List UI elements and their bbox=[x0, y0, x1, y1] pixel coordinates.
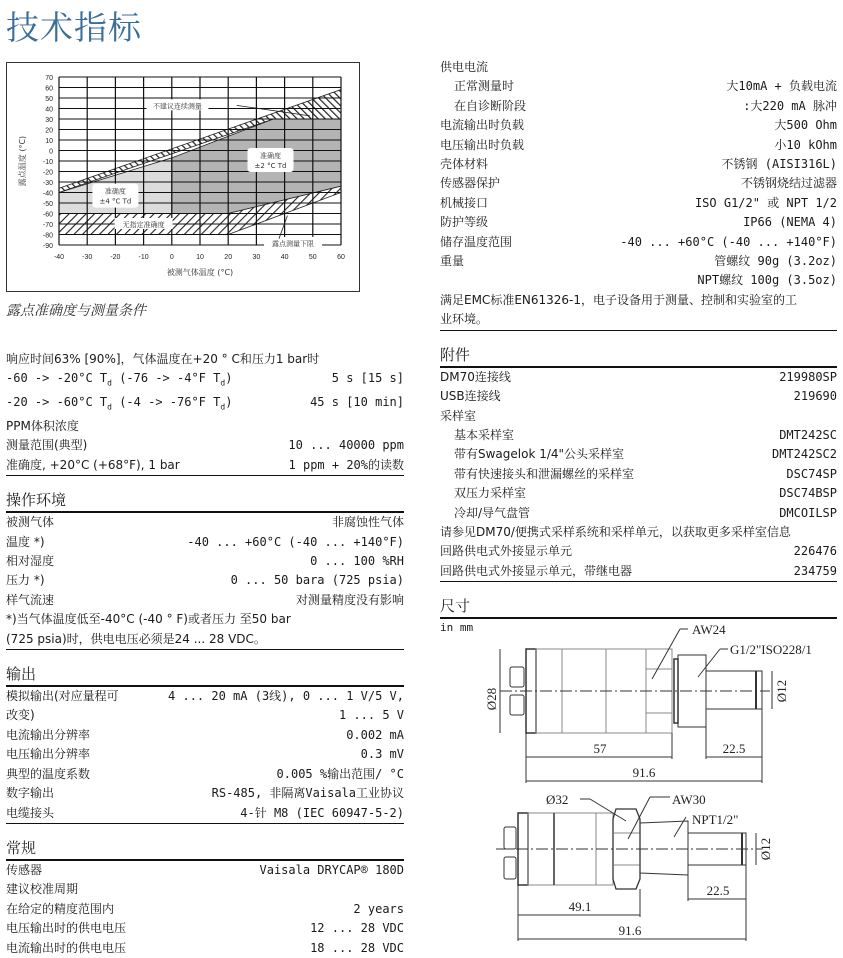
chart-x-tick-label: 60 bbox=[337, 254, 345, 261]
label-91-6-a: 91.6 bbox=[632, 765, 656, 781]
operating-row bbox=[6, 533, 404, 552]
power-row bbox=[440, 252, 837, 271]
chart-x-tick-label: -10 bbox=[138, 254, 149, 261]
left-column bbox=[6, 58, 404, 958]
chart-y-tick-label: 0 bbox=[49, 148, 53, 156]
accessory-row bbox=[440, 562, 837, 581]
label-49-1: 49.1 bbox=[568, 899, 592, 915]
operating-value: 0 ... 50 bara (725 psia) bbox=[230, 573, 404, 588]
label-dia-12-b: Ø12 bbox=[758, 837, 773, 861]
units-label: in mm bbox=[440, 621, 474, 635]
chart-x-tick-label: 10 bbox=[196, 254, 204, 261]
general-value: 2 years bbox=[353, 901, 404, 916]
operating-row bbox=[6, 513, 404, 532]
accessory-label: 带有Swagelok 1/4"公头采样室 bbox=[454, 447, 625, 462]
chart-y-tick-label: -60 bbox=[42, 211, 53, 219]
operating-note-1: *)当气体温度低至-40°C (-40 ° F)或者压力 至50 bar bbox=[6, 612, 291, 627]
accessory-label: 基本采样室 bbox=[454, 427, 515, 442]
power-row bbox=[440, 233, 837, 252]
operating-section-title: 操作环境 bbox=[6, 490, 404, 513]
general-label: 电压输出时的供电电压 bbox=[6, 921, 127, 936]
power-value: -40 ... +60°C (-40 ... +140°F) bbox=[620, 234, 837, 249]
power-value: 管螺纹 90g (3.2oz) bbox=[714, 254, 837, 269]
output-value: RS-485, 非隔离Vaisala工业协议 bbox=[211, 786, 404, 801]
label-g-thread: G1/2"ISO228/1 bbox=[730, 642, 812, 658]
general-label: 在给定的精度范围内 bbox=[6, 901, 115, 916]
output-label: 电压输出分辨率 bbox=[6, 747, 91, 762]
label-npt-thread: NPT1/2" bbox=[692, 812, 739, 828]
accessory-label: 请参见DM70/便携式采样系统和采样单元，以获取更多采样室信息 bbox=[440, 524, 791, 539]
operating-label: 被测气体 bbox=[6, 515, 55, 530]
power-value: 不锈钢 (AISI316L) bbox=[721, 157, 837, 172]
chart-x-tick-label: 40 bbox=[280, 254, 289, 261]
operating-value: 0 ... 100 %RH bbox=[310, 554, 404, 569]
general-label: 建议校准周期 bbox=[6, 882, 79, 897]
output-row bbox=[6, 706, 404, 725]
operating-row bbox=[6, 591, 404, 610]
accessory-label: 采样室 bbox=[440, 408, 477, 423]
npt-thread bbox=[640, 821, 688, 875]
dimension-drawings-svg bbox=[430, 619, 843, 949]
label-aw30: AW30 bbox=[672, 792, 706, 808]
label-57: 57 bbox=[593, 741, 607, 757]
accuracy-4-label: ±4 °C Td bbox=[99, 197, 132, 206]
general-label: 传感器 bbox=[6, 862, 43, 877]
chart-x-axis-label: 被测气体温度 (°C) bbox=[166, 268, 234, 277]
label-22-5-b: 22.5 bbox=[706, 883, 730, 899]
ppm-title: PPM体积浓度 bbox=[6, 419, 79, 433]
general-value: 12 ... 28 VDC bbox=[310, 921, 404, 936]
general-row bbox=[6, 900, 404, 919]
power-label: 传感器保护 bbox=[440, 176, 501, 191]
label-91-6-b: 91.6 bbox=[618, 923, 642, 939]
chart-x-tick-label: -40 bbox=[53, 254, 65, 261]
output-label: 电流输出分辨率 bbox=[6, 727, 91, 742]
chart-x-tick-label: 0 bbox=[169, 254, 174, 261]
power-row bbox=[440, 136, 837, 155]
accessory-value: 219980SP bbox=[779, 369, 837, 384]
ppm-row bbox=[6, 456, 404, 475]
output-label: 数字输出 bbox=[6, 786, 55, 801]
chart-x-tick-label: 30 bbox=[252, 254, 261, 261]
power-value: 不锈钢烧结过滤器 bbox=[740, 176, 837, 191]
power-value: 大10mA + 负载电流 bbox=[726, 79, 837, 94]
accessory-row bbox=[440, 523, 837, 542]
accessory-row bbox=[440, 542, 837, 561]
accessory-value: 234759 bbox=[793, 563, 837, 578]
accessory-row bbox=[440, 387, 837, 406]
accessory-label: 冷却/导气盘管 bbox=[454, 505, 531, 520]
connector-1 bbox=[510, 667, 524, 687]
label-dia-28: Ø28 bbox=[484, 687, 499, 711]
general-section-title: 常规 bbox=[6, 838, 404, 861]
output-row bbox=[6, 765, 404, 784]
general-value: Vaisala DRYCAP® 180D bbox=[259, 862, 404, 877]
chart-y-tick-label: -40 bbox=[42, 190, 53, 198]
chart-x-tick-label: 50 bbox=[308, 254, 317, 261]
power-label: 防护等级 bbox=[440, 215, 489, 230]
power-label: 壳体材料 bbox=[440, 157, 489, 172]
power-label: 机械接口 bbox=[440, 195, 489, 210]
power-label: 电流输出时负载 bbox=[440, 118, 525, 133]
power-value: ISO G1/2" 或 NPT 1/2 bbox=[694, 195, 837, 210]
power-value: 小10 kOhm bbox=[774, 137, 837, 152]
ppm-label: 测量范围(典型) bbox=[6, 438, 88, 453]
output-value: 0.3 mV bbox=[360, 747, 404, 762]
accessory-label: 回路供电式外接显示单元 bbox=[440, 544, 573, 559]
accessory-label: DM70连接线 bbox=[440, 369, 511, 384]
chart-svg bbox=[7, 63, 359, 291]
accessory-row bbox=[440, 407, 837, 426]
chart-y-tick-label: 40 bbox=[45, 106, 53, 114]
label-dia-32: Ø32 bbox=[546, 792, 569, 808]
chart-y-tick-label: 30 bbox=[45, 117, 53, 124]
power-value: 大500 Ohm bbox=[774, 118, 837, 133]
chart-x-tick-label: -20 bbox=[110, 254, 121, 261]
ppm-row bbox=[6, 436, 404, 455]
general-row bbox=[6, 861, 404, 880]
right-column bbox=[440, 58, 837, 949]
response-time-value: 5 s [15 s] bbox=[331, 371, 404, 386]
chart-y-tick-label: 50 bbox=[45, 96, 53, 103]
operating-label: 压力 *) bbox=[6, 573, 45, 588]
ppm-value: 10 ... 40000 ppm bbox=[288, 438, 404, 453]
power-label: 在自诊断阶段 bbox=[454, 98, 527, 113]
accessory-row bbox=[440, 426, 837, 445]
output-label: 电缆接头 bbox=[6, 805, 55, 820]
accessory-value: DSC74SP bbox=[786, 466, 837, 481]
label-22-5-a: 22.5 bbox=[722, 741, 746, 757]
output-value: 0.005 %输出范围/ °C bbox=[276, 766, 404, 781]
response-time-row bbox=[6, 369, 404, 393]
operating-note-2: (725 psia)时，供电电压必须是24 ... 28 VDC。 bbox=[6, 630, 404, 650]
general-row bbox=[6, 939, 404, 958]
general-row bbox=[6, 880, 404, 899]
chart-y-tick-label: 10 bbox=[45, 138, 53, 145]
chart-y-tick-label: 20 bbox=[45, 127, 53, 135]
output-label: 改变) bbox=[6, 708, 35, 723]
chart-y-tick-label: -90 bbox=[42, 243, 53, 250]
chart-caption: 露点准确度与测量条件 bbox=[6, 303, 146, 319]
chart-y-tick-label: 60 bbox=[45, 85, 53, 93]
general-label: 电流输出时的供电电压 bbox=[6, 940, 127, 955]
power-label: 供电电流 bbox=[440, 60, 489, 74]
operating-label: 温度 *) bbox=[6, 534, 45, 549]
operating-row bbox=[6, 552, 404, 571]
power-row bbox=[440, 58, 837, 77]
power-label: 电压输出时负载 bbox=[440, 137, 525, 152]
power-row bbox=[440, 116, 837, 135]
accessory-value: 219690 bbox=[793, 389, 837, 404]
accessory-row bbox=[440, 504, 837, 523]
power-label: 重量 bbox=[440, 254, 465, 269]
response-time-label: -60 -> -20°C $T_d$ (-76 -> -4°F $T_d$) bbox=[6, 371, 233, 388]
operating-label: 相对湿度 bbox=[6, 554, 55, 569]
accessory-row bbox=[440, 368, 837, 387]
output-row bbox=[6, 726, 404, 745]
power-row bbox=[440, 174, 837, 193]
chart-y-tick-label: -30 bbox=[42, 180, 53, 187]
power-row bbox=[440, 155, 837, 174]
general-row bbox=[6, 919, 404, 938]
output-label: 模拟输出(对应量程可 bbox=[6, 689, 119, 704]
power-row bbox=[440, 213, 837, 232]
operating-row bbox=[6, 571, 404, 590]
output-value: 4-针 M8 (IEC 60947-5-2) bbox=[240, 805, 404, 820]
output-section-title: 输出 bbox=[6, 664, 404, 687]
output-row bbox=[6, 784, 404, 803]
accessory-row bbox=[440, 465, 837, 484]
no-accuracy-label: 无指定准确度 bbox=[122, 221, 165, 229]
accessory-row bbox=[440, 484, 837, 503]
dewpoint-accuracy-chart bbox=[6, 62, 360, 292]
operating-label: 样气流速 bbox=[6, 592, 55, 607]
accessory-value: DMT242SC2 bbox=[771, 447, 837, 462]
chart-y-tick-label: -50 bbox=[42, 201, 53, 208]
power-value: IP66 (NEMA 4) bbox=[743, 215, 837, 230]
emc-line-1: 满足EMC标准EN61326-1，电子设备用于测量、控制和实验室的工 bbox=[440, 292, 798, 307]
accuracy-2-label: ±2 °C Td bbox=[254, 161, 287, 170]
chart-x-tick-label: -30 bbox=[82, 254, 93, 261]
operating-value: 非腐蚀性气体 bbox=[331, 515, 404, 530]
power-row bbox=[440, 194, 837, 213]
chart-x-tick-label: 20 bbox=[224, 254, 233, 261]
dimensions-section-title: 尺寸 bbox=[440, 596, 837, 619]
power-row bbox=[440, 97, 837, 116]
output-label: 典型的温度系数 bbox=[6, 766, 91, 781]
output-value: 4 ... 20 mA (3线), 0 ... 1 V/5 V, bbox=[168, 689, 404, 704]
general-value: 18 ... 28 VDC bbox=[310, 940, 404, 955]
measurement-limit-label: 露点测量下限 bbox=[272, 239, 315, 248]
accessory-label: 带有快速接头和泄漏螺丝的采样室 bbox=[454, 466, 635, 481]
output-value: 1 ... 5 V bbox=[338, 708, 404, 723]
accessory-label: USB连接线 bbox=[440, 389, 501, 404]
power-label: 储存温度范围 bbox=[440, 234, 513, 249]
chart-y-tick-label: 70 bbox=[45, 75, 53, 82]
accessories-section-title: 附件 bbox=[440, 345, 837, 368]
power-value: NPT螺纹 100g (3.5oz) bbox=[697, 273, 837, 288]
power-row bbox=[440, 77, 837, 96]
power-label: 正常测量时 bbox=[454, 79, 515, 94]
response-time-value: 45 s [10 min] bbox=[310, 395, 404, 410]
accessory-value: 226476 bbox=[793, 544, 837, 559]
power-row bbox=[440, 271, 837, 290]
label-dia-12-a: Ø12 bbox=[774, 679, 789, 703]
power-value: :大220 mA 脉冲 bbox=[743, 98, 837, 113]
response-header: 响应时间63% [90%]，气体温度在+20 ° C和压力1 bar时 bbox=[6, 352, 320, 366]
ppm-label: 准确度, +20°C (+68°F), 1 bar bbox=[6, 457, 180, 472]
accessory-label: 双压力采样室 bbox=[454, 486, 527, 501]
output-row bbox=[6, 745, 404, 764]
ppm-value: 1 ppm + 20%的读数 bbox=[288, 457, 404, 472]
accessory-label: 回路供电式外接显示单元，带继电器 bbox=[440, 563, 633, 578]
dimension-drawings bbox=[440, 619, 843, 949]
operating-value: -40 ... +60°C (-40 ... +140°F) bbox=[187, 534, 404, 549]
connector-2 bbox=[510, 695, 524, 715]
output-row bbox=[6, 687, 404, 706]
accuracy-2-label: 准确度 bbox=[260, 151, 281, 160]
chart-y-axis-label: 露点温度 (°C) bbox=[18, 135, 27, 187]
not-recommended-label: 不建议连续测量 bbox=[152, 102, 202, 111]
chart-y-tick-label: -10 bbox=[42, 159, 53, 166]
emc-line-2: 业环境。 bbox=[440, 310, 837, 330]
accuracy-4-label: 准确度 bbox=[104, 187, 126, 196]
chart-y-tick-label: -70 bbox=[42, 222, 53, 229]
response-time-row bbox=[6, 393, 404, 417]
probe bbox=[706, 671, 762, 709]
accessory-value: DMCOILSP bbox=[779, 505, 837, 520]
accessory-value: DMT242SC bbox=[779, 427, 837, 442]
output-value: 0.002 mA bbox=[346, 727, 404, 742]
accessory-value: DSC74BSP bbox=[779, 486, 837, 501]
output-row bbox=[6, 804, 404, 823]
accessory-row bbox=[440, 445, 837, 464]
operating-value: 对测量精度没有影响 bbox=[295, 592, 404, 607]
page-title: 技术指标 bbox=[6, 8, 142, 47]
chart-y-tick-label: -20 bbox=[42, 169, 53, 177]
chart-y-tick-label: -80 bbox=[42, 232, 53, 240]
response-time-label: -20 -> -60°C $T_d$ (-4 -> -76°F $T_d$) bbox=[6, 395, 233, 412]
label-aw24: AW24 bbox=[692, 622, 726, 638]
